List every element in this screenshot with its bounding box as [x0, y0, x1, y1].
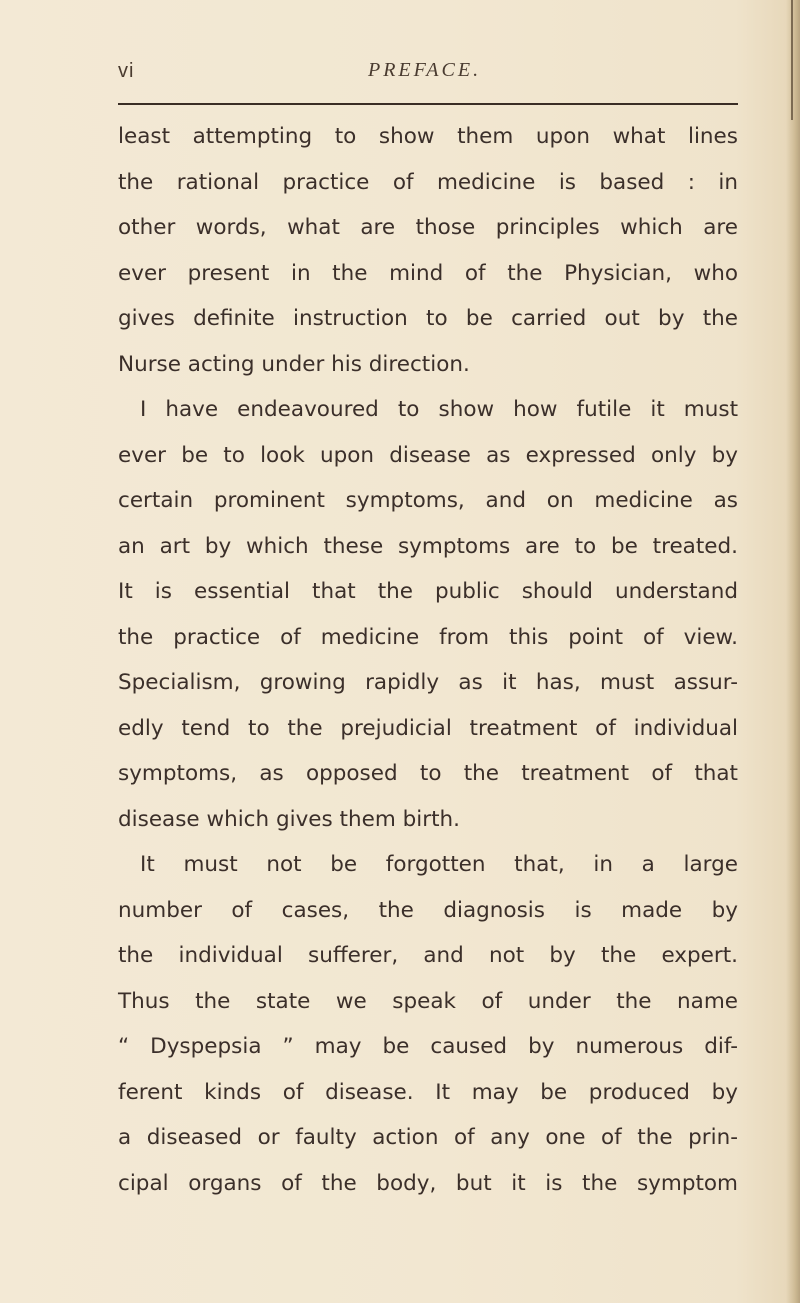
text-line: least attempting to show them upon what lines	[118, 124, 738, 149]
running-head: PREFACE.	[368, 59, 482, 81]
text-line: the practice of medicine from this point of view.	[118, 624, 738, 650]
text-line: Specialism, growing rapidly as it has, must assur-	[118, 670, 738, 695]
text-line: It must not be forgotten that, in a large	[140, 852, 738, 877]
text-line: cipal organs of the body, but it is the symptom	[118, 1170, 738, 1196]
page-binding-line	[791, 0, 793, 120]
text-line: Thus the state we speak of under the name	[118, 988, 738, 1014]
header-rule	[118, 103, 738, 105]
page-header	[118, 60, 738, 92]
text-line: number of cases, the diagnosis is made by	[118, 897, 738, 923]
text-line: ever present in the mind of the Physician, who	[118, 260, 738, 286]
text-line: edly tend to the prejudicial treatment of individual	[118, 715, 738, 741]
text-line: ever be to look upon disease as expressed only by	[118, 442, 738, 468]
text-line: ferent kinds of disease. It may be produced by	[118, 1079, 738, 1105]
text-line: gives definite instruction to be carried out by the	[118, 306, 738, 331]
page-number: vi	[118, 60, 135, 82]
text-line: an art by which these symptoms are to be treated.	[118, 533, 738, 559]
text-line: Nurse acting under his direction.	[118, 351, 470, 377]
page-edge-shadow	[786, 0, 800, 1303]
body-text	[118, 114, 738, 1206]
text-line: symptoms, as opposed to the treatment of that	[118, 761, 738, 786]
text-line: “ Dyspepsia ” may be caused by numerous dif-	[118, 1034, 738, 1059]
text-line: disease which gives them birth.	[118, 806, 460, 832]
text-line: the rational practice of medicine is based : in	[118, 169, 738, 195]
text-line: I have endeavoured to show how futile it must	[140, 397, 738, 422]
text-line: It is essential that the public should understand	[118, 579, 738, 604]
text-line: the individual sufferer, and not by the expert.	[118, 943, 738, 968]
text-line: other words, what are those principles which are	[118, 215, 738, 240]
text-line: a diseased or faulty action of any one of the prin-	[118, 1125, 738, 1150]
text-line: certain prominent symptoms, and on medicine as	[118, 488, 738, 513]
